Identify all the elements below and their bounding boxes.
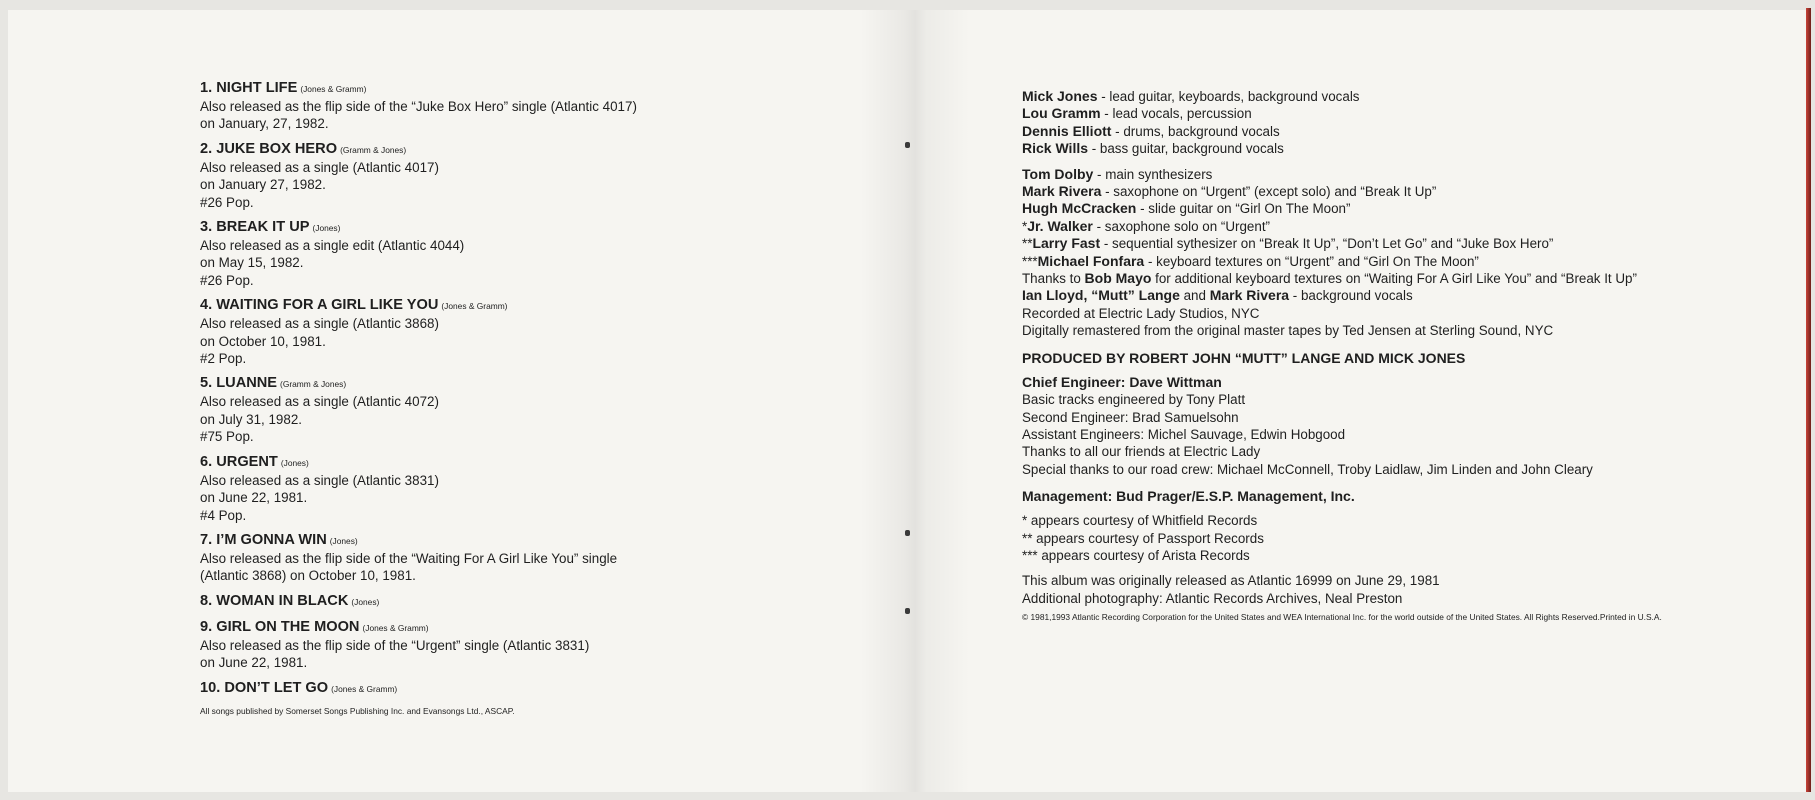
track-number: 9. xyxy=(200,618,213,635)
engineering-line: Basic tracks engineered by Tony Platt xyxy=(1022,392,1246,408)
track-note: on June 22, 1981. xyxy=(200,655,308,671)
track-title-line xyxy=(200,218,820,237)
engineering-credits xyxy=(1022,374,1782,478)
track-number: 7. xyxy=(200,531,213,548)
musician-role: - sequential sythesizer on “Break It Up”, “Don’t Let Go” and “Juke Box Hero” xyxy=(1100,236,1554,252)
track-entry xyxy=(200,374,820,445)
track-title: I’M GONNA WIN xyxy=(216,531,327,548)
track-note: Also released as a single edit (Atlantic 4044) xyxy=(200,238,465,254)
courtesy-marker: * xyxy=(1022,218,1028,234)
courtesy-notes xyxy=(1022,512,1782,564)
member-name: Rick Wills xyxy=(1022,140,1089,157)
courtesy-marker: *** xyxy=(1022,253,1038,269)
track-entry xyxy=(200,218,820,289)
track-entry xyxy=(200,453,820,524)
track-number: 10. xyxy=(200,679,221,696)
track-title: JUKE BOX HERO xyxy=(216,140,338,157)
band-member xyxy=(1022,88,1782,105)
track-title: NIGHT LIFE xyxy=(216,80,298,96)
track-entry xyxy=(200,79,820,133)
background-vocals-credit: Ian Lloyd, “Mutt” Lange and Mark Rivera - background vocals xyxy=(1022,287,1413,304)
track-title: DON’T LET GO xyxy=(224,679,329,696)
track-note: #26 Pop. xyxy=(200,194,254,210)
track-title-line xyxy=(200,140,820,159)
guest-musician xyxy=(1022,253,1782,270)
booklet-right-edge xyxy=(1806,8,1811,792)
track-title-line xyxy=(200,79,820,98)
track-title-line xyxy=(200,531,820,550)
release-info xyxy=(1022,572,1782,607)
musician-name: Jr. Walker xyxy=(1027,217,1093,234)
track-title: WOMAN IN BLACK xyxy=(216,592,349,609)
musician-name: Michael Fonfara xyxy=(1037,252,1145,269)
track-title: URGENT xyxy=(216,453,278,470)
track-note: #26 Pop. xyxy=(200,272,254,288)
engineering-line: Thanks to all our friends at Electric Lady xyxy=(1022,444,1261,460)
member-role: - bass guitar, background vocals xyxy=(1088,141,1284,157)
producer-heading: PRODUCED BY ROBERT JOHN “MUTT” LANGE AND MICK JONES xyxy=(1022,349,1466,366)
songwriter-credit: (Jones) xyxy=(351,596,380,607)
songwriter-credit: (Jones) xyxy=(312,223,341,234)
courtesy-line: *** appears courtesy of Arista Records xyxy=(1022,547,1250,563)
track-note: Also released as the flip side of the “Juke Box Hero” single (Atlantic 4017) xyxy=(200,99,637,114)
courtesy-line: ** appears courtesy of Passport Records xyxy=(1022,530,1264,546)
track-number: 5. xyxy=(200,375,213,392)
track-number: 1. xyxy=(200,80,213,96)
musician-name: Mark Rivera xyxy=(1022,183,1102,200)
track-note: on October 10, 1981. xyxy=(200,333,326,349)
musician-role: - keyboard textures on “Urgent” and “Girl On The Moon” xyxy=(1144,253,1479,269)
recording-studio: Recorded at Electric Lady Studios, NYC xyxy=(1022,305,1260,321)
track-note: #4 Pop. xyxy=(200,507,247,523)
songwriter-credit: (Jones) xyxy=(280,457,309,468)
track-note: on June 22, 1981. xyxy=(200,490,308,506)
track-note: Also released as a single (Atlantic 4017) xyxy=(200,159,439,175)
management-credit: Management: Bud Prager/E.S.P. Management, Inc. xyxy=(1022,488,1355,505)
member-role: - lead guitar, keyboards, background vocals xyxy=(1097,89,1360,104)
musician-name: Larry Fast xyxy=(1032,235,1101,252)
staple-hole xyxy=(905,608,910,614)
songwriter-credit: (Jones) xyxy=(329,535,358,546)
track-entry xyxy=(200,592,820,611)
engineering-line: Special thanks to our road crew: Michael McConnell, Troby Laidlaw, Jim Linden and John Cleary xyxy=(1022,461,1593,477)
track-number: 6. xyxy=(200,453,213,470)
track-title: BREAK IT UP xyxy=(216,219,310,236)
songwriter-credit: (Jones & Gramm) xyxy=(362,622,429,633)
copyright-notice: © 1981,1993 Atlantic Recording Corporation for the United States and WEA International Inc. for the world outside of the United States. All Rights Reserved.Printed in U.S.A. xyxy=(1022,612,1662,623)
release-line: Additional photography: Atlantic Records Archives, Neal Preston xyxy=(1022,590,1403,606)
member-role: - lead vocals, percussion xyxy=(1100,106,1252,122)
track-note: Also released as the flip side of the “Urgent” single (Atlantic 3831) xyxy=(200,637,590,653)
guest-musician xyxy=(1022,235,1782,252)
track-number: 2. xyxy=(200,140,213,157)
release-line: This album was originally released as Atlantic 16999 on June 29, 1981 xyxy=(1022,573,1440,589)
songwriter-credit: (Gramm & Jones) xyxy=(340,144,407,155)
band-member xyxy=(1022,105,1782,122)
guest-musician xyxy=(1022,166,1782,183)
track-title: LUANNE xyxy=(216,375,278,392)
track-note: (Atlantic 3868) on October 10, 1981. xyxy=(200,568,416,584)
track-number: 3. xyxy=(200,219,213,236)
remaster-credit: Digitally remastered from the original master tapes by Ted Jensen at Sterling Sound, NYC xyxy=(1022,323,1554,339)
thanks-bob-mayo: Thanks to Bob Mayo for additional keyboard textures on “Waiting For A Girl Like You” and “Break It Up” xyxy=(1022,270,1637,287)
track-note: #75 Pop. xyxy=(200,429,254,445)
member-name: Mick Jones xyxy=(1022,88,1098,104)
staple-hole xyxy=(905,530,910,536)
track-entry xyxy=(200,679,820,698)
track-number: 4. xyxy=(200,297,213,314)
track-note: on July 31, 1982. xyxy=(200,411,302,427)
guest-musician xyxy=(1022,200,1782,217)
engineering-line: Assistant Engineers: Michel Sauvage, Edwin Hobgood xyxy=(1022,426,1346,442)
track-title-line xyxy=(200,296,820,315)
track-note: Also released as a single (Atlantic 3831) xyxy=(200,472,439,488)
guest-musician xyxy=(1022,218,1782,235)
band-member xyxy=(1022,123,1782,140)
track-note: Also released as the flip side of the “Waiting For A Girl Like You” single xyxy=(200,550,618,566)
guest-musician xyxy=(1022,183,1782,200)
track-entry xyxy=(200,140,820,211)
courtesy-line: * appears courtesy of Whitfield Records xyxy=(1022,513,1258,529)
member-role: - drums, background vocals xyxy=(1111,123,1280,139)
songwriter-credit: (Jones & Gramm) xyxy=(331,683,398,694)
member-name: Lou Gramm xyxy=(1022,105,1101,122)
track-entry xyxy=(200,296,820,367)
track-entry xyxy=(200,531,820,585)
track-list-page xyxy=(200,79,820,717)
track-title-line xyxy=(200,679,820,698)
additional-musicians xyxy=(1022,166,1782,340)
musician-role: - saxophone on “Urgent” (except solo) and “Break It Up” xyxy=(1101,184,1437,200)
track-title-line xyxy=(200,618,820,637)
musician-role: - main synthesizers xyxy=(1093,166,1213,182)
track-entry xyxy=(200,618,820,672)
track-number: 8. xyxy=(200,592,213,609)
musician-name: Tom Dolby xyxy=(1022,165,1094,182)
track-title-line xyxy=(200,453,820,472)
track-note: on January, 27, 1982. xyxy=(200,116,329,132)
track-note: Also released as a single (Atlantic 3868) xyxy=(200,316,439,332)
track-note: #2 Pop. xyxy=(200,351,247,367)
track-title-line xyxy=(200,374,820,393)
musician-name: Hugh McCracken xyxy=(1022,200,1137,217)
musician-role: - slide guitar on “Girl On The Moon” xyxy=(1136,201,1351,217)
band-members xyxy=(1022,88,1782,158)
track-title: WAITING FOR A GIRL LIKE YOU xyxy=(216,297,439,314)
booklet-spine xyxy=(860,10,970,792)
track-title: GIRL ON THE MOON xyxy=(216,618,360,635)
track-title-line xyxy=(200,592,820,611)
track-note: on May 15, 1982. xyxy=(200,255,304,271)
band-member xyxy=(1022,140,1782,157)
staple-hole xyxy=(905,142,910,148)
engineering-line: Second Engineer: Brad Samuelsohn xyxy=(1022,409,1239,425)
songwriter-credit: (Jones & Gramm) xyxy=(441,301,508,312)
track-list xyxy=(200,79,820,698)
chief-engineer: Chief Engineer: Dave Wittman xyxy=(1022,373,1222,390)
track-note: on January 27, 1982. xyxy=(200,177,326,193)
track-note: Also released as a single (Atlantic 4072) xyxy=(200,394,439,410)
credits-page xyxy=(1022,88,1782,623)
publishing-note: All songs published by Somerset Songs Publishing Inc. and Evansongs Ltd., ASCAP. xyxy=(200,705,515,716)
member-name: Dennis Elliott xyxy=(1022,122,1112,139)
songwriter-credit: (Gramm & Jones) xyxy=(280,379,347,390)
musician-role: - saxophone solo on “Urgent” xyxy=(1092,218,1271,234)
courtesy-marker: ** xyxy=(1022,236,1033,252)
songwriter-credit: (Jones & Gramm) xyxy=(300,84,367,94)
